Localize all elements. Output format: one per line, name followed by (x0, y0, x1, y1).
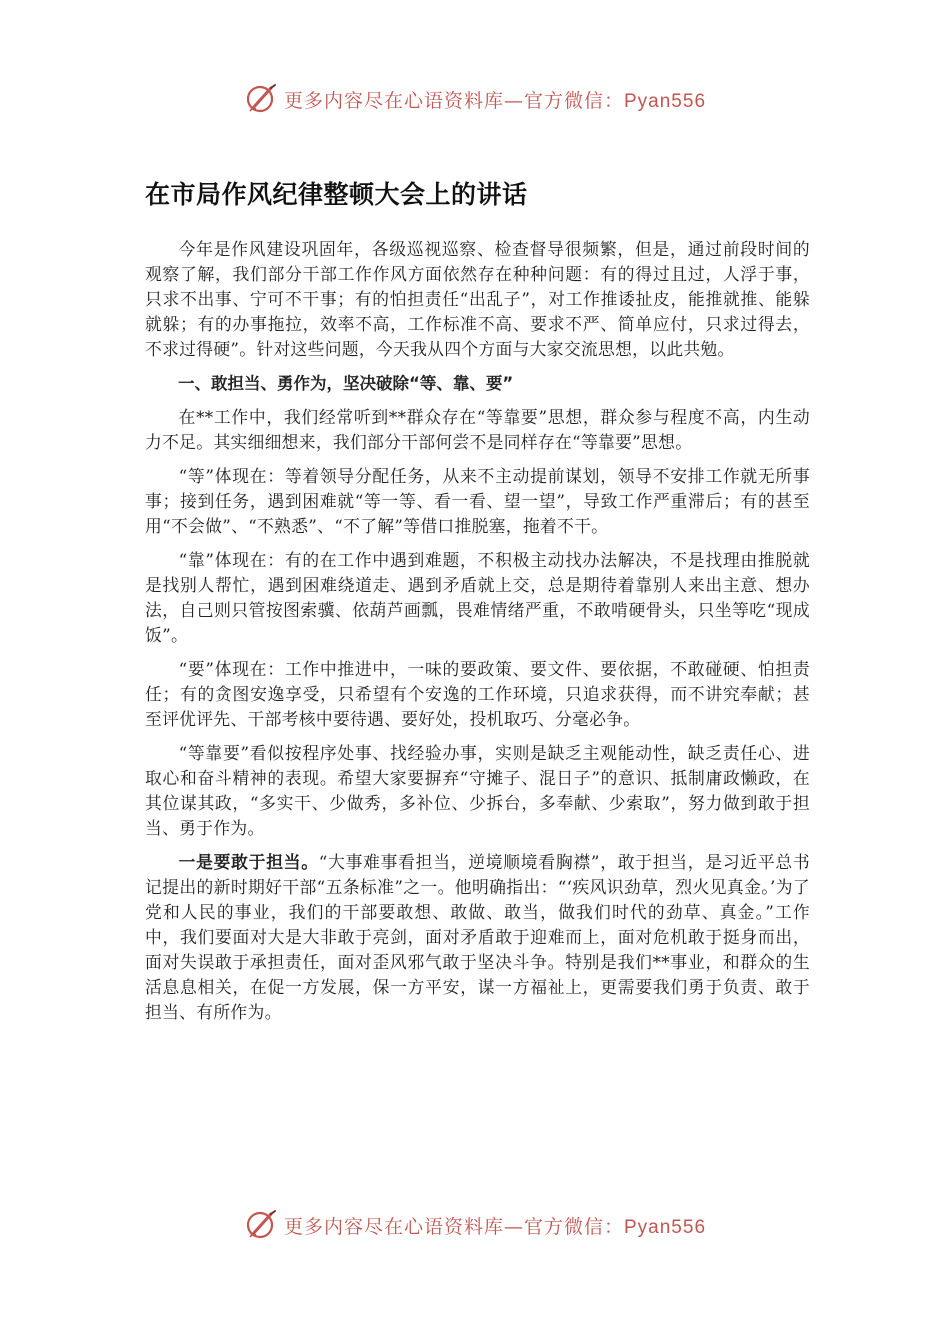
header-watermark-banner (0, 82, 950, 116)
paragraph-dare-to-take-responsibility (145, 850, 810, 1025)
paragraph-summary: “等靠要”看似按程序处事、找经验办事，实则是缺乏主观能动性，缺乏责任心、进取心和奋斗精神的表现。希望大家要摒弃“守摊子、混日子”的意识、抵制庸政懒政，在其位谋其政，“多实干、少做秀，多补位、少拆台，多奉献、少索取”，努力做到敢于担当、勇于作为。 (145, 743, 810, 838)
pen-circle-logo-icon (244, 82, 278, 116)
banner-text: 更多内容尽在心语资料库—官方微信：Pyan556 (283, 1215, 707, 1238)
intro-paragraph: 今年是作风建设巩固年，各级巡视巡察、检查督导很频繁，但是，通过前段时间的观察了解，我们部分干部工作作风方面依然存在种种问题：有的得过且过，人浮于事，只求不出事、宁可不干事；有的怕担责任“出乱子”，对工作推诿扯皮，能推就推、能躲就躲；有的办事拖拉，效率不高，工作标准不高、要求不严、简单应付，只求过得去，不求过得硬”。针对这些问题，今天我从四个方面与大家交流思想，以此共勉。 (145, 239, 810, 359)
paragraph-kao: “靠”体现在：有的在工作中遇到难题，不积极主动找办法解决，不是找理由推脱就是找别人帮忙，遇到困难绕道走、遇到矛盾就上交，总是期待着靠别人来出主意、想办法，自己则只管按图索骥、依葫芦画瓢，畏难情绪严重，不敢啃硬骨头，只坐等吃“现成饭”。 (145, 550, 810, 645)
pen-circle-logo-icon (244, 1208, 278, 1242)
banner-text: 更多内容尽在心语资料库—官方微信：Pyan556 (283, 89, 707, 112)
paragraph-lead: 一是要敢于担当。 (178, 852, 319, 872)
section-heading: 一、敢担当、勇作为，坚决破除“等、靠、要” (178, 374, 514, 393)
paragraph-1: 在**工作中，我们经常听到**群众存在“等靠要”思想，群众参与程度不高，内生动力不足。其实细细想来，我们部分干部何尝不是同样存在“等靠要”思想。 (145, 407, 810, 452)
document-body (145, 175, 810, 1034)
paragraph-deng: “等”体现在：等着领导分配任务，从来不主动提前谋划，领导不安排工作就无所事事；接到任务，遇到困难就“等一等、看一看、望一望”，导致工作严重滞后；有的甚至用“不会做”、“不熟悉”、“不了解”等借口推脱塞，拖着不干。 (145, 466, 810, 536)
paragraph-body: “大事难事看担当，逆境顺境看胸襟”，敢于担当，是习近平总书记提出的新时期好干部“五条标准”之一。他明确指出：“‘疾风识劲草，烈火见真金。’为了党和人民的事业，我们的干部要敢想、敢做、敢当，做我们时代的劲草、真金。”工作中，我们要面对大是大非敢于亮剑，面对矛盾敢于迎难而上，面对危机敢于挺身而出，面对失误敢于承担责任，面对歪风邪气敢于坚决斗争。特别是我们**事业，和群众的生活息息相关，在促一方发展，保一方平安，谋一方福祉上，更需要我们勇于负责、敢于担当、有所作为。 (145, 852, 810, 1022)
document-title: 在市局作风纪律整顿大会上的讲话 (145, 180, 528, 209)
paragraph-yao: “要”体现在：工作中推进中，一味的要政策、要文件、要依据，不敢碰硬、怕担责任；有的贪图安逸享受，只希望有个安逸的工作环境，只追求获得，而不讲究奉献；甚至评优评先、干部考核中要待遇、要好处，投机取巧、分毫必争。 (145, 659, 810, 729)
footer-watermark-banner (0, 1208, 950, 1242)
